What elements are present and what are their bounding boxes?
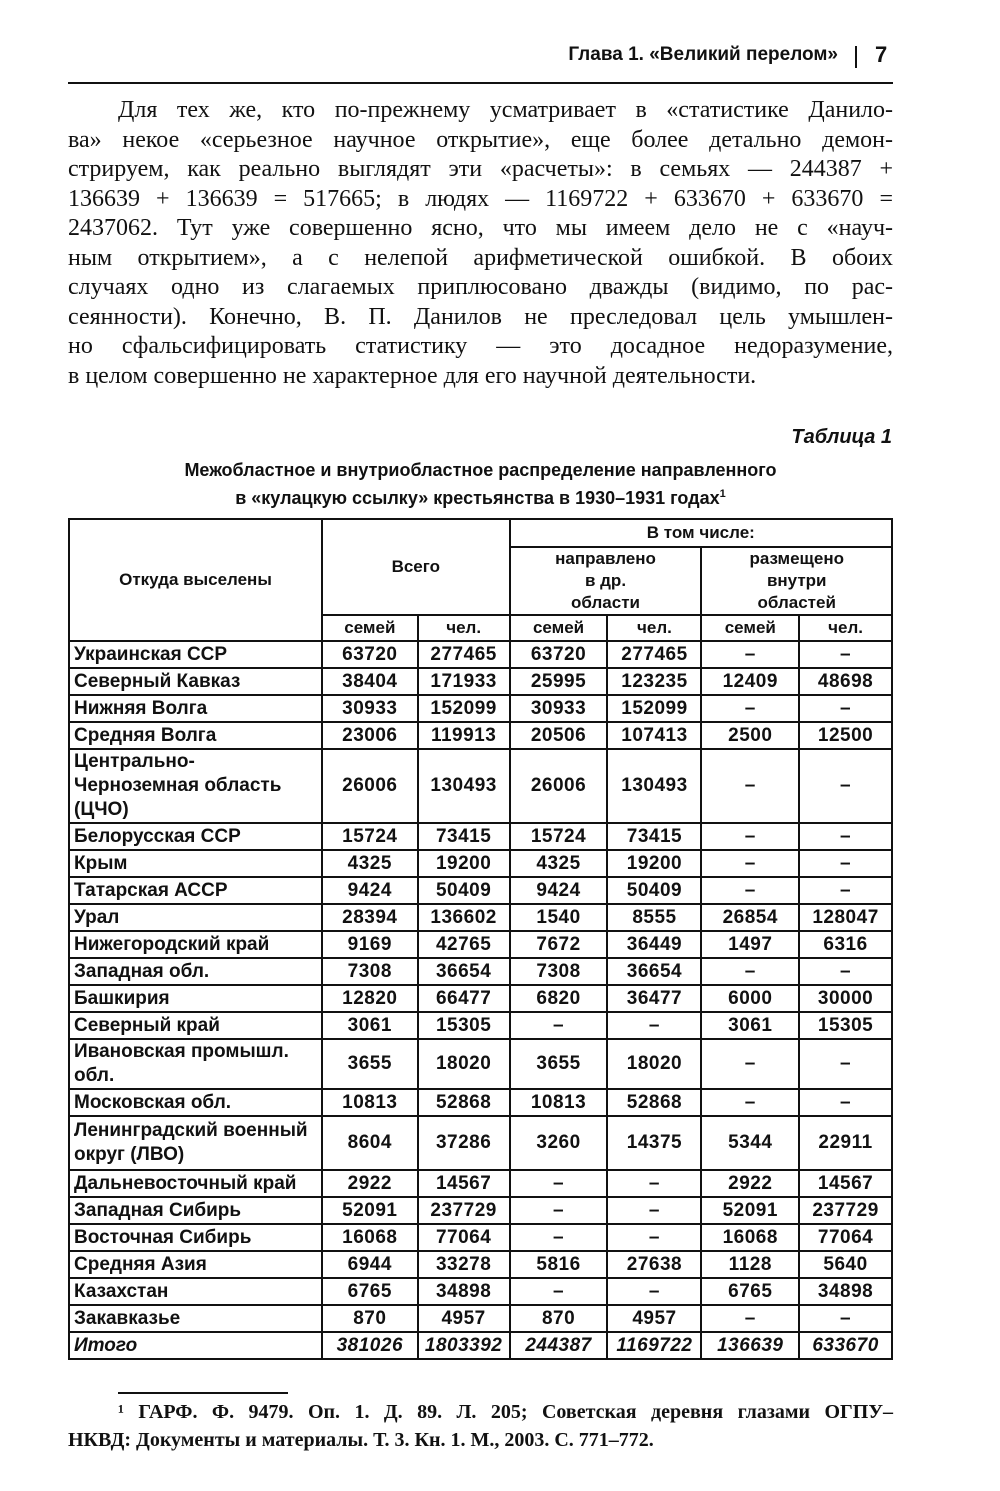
value-cell: 48698 — [799, 668, 892, 695]
value-cell: – — [799, 823, 892, 850]
footnote — [68, 1398, 893, 1454]
value-cell: 381026 — [322, 1332, 418, 1359]
body-line: случаях одно из слагаемых приплюсовано дважды (видимо, по рас- — [68, 274, 893, 300]
value-cell: 19200 — [607, 850, 701, 877]
value-cell: 14567 — [799, 1170, 892, 1197]
value-cell: 34898 — [799, 1278, 892, 1305]
value-cell: 33278 — [418, 1251, 510, 1278]
value-cell: 52868 — [607, 1089, 701, 1116]
value-cell: 12820 — [322, 985, 418, 1012]
value-cell: 50409 — [418, 877, 510, 904]
region-cell: Ленинградский военный округ (ЛВО) — [69, 1116, 322, 1170]
value-cell: 36654 — [607, 958, 701, 985]
table-row — [69, 1116, 892, 1170]
region-cell: Крым — [69, 850, 322, 877]
table-row — [69, 1305, 892, 1332]
subheader-cell: семей — [510, 615, 608, 641]
value-cell: 4325 — [322, 850, 418, 877]
value-cell: – — [799, 695, 892, 722]
value-cell: – — [799, 1089, 892, 1116]
table-row — [69, 641, 892, 668]
value-cell: 10813 — [510, 1089, 608, 1116]
header-including: В том числе: — [510, 519, 892, 547]
footnote-line: НКВД: Документы и материалы. Т. 3. Кн. 1. М., 2003. С. 771–772. — [68, 1429, 654, 1451]
value-cell: – — [510, 1197, 608, 1224]
value-cell: 870 — [510, 1305, 608, 1332]
region-cell: Казахстан — [69, 1278, 322, 1305]
value-cell: 18020 — [418, 1039, 510, 1089]
value-cell: 15305 — [799, 1012, 892, 1039]
header-placed: размещено внутри областей — [701, 547, 892, 615]
value-cell: 5344 — [701, 1116, 799, 1170]
value-cell: 7672 — [510, 931, 608, 958]
value-cell: 9424 — [510, 877, 608, 904]
value-cell: 7308 — [322, 958, 418, 985]
value-cell: 15724 — [322, 823, 418, 850]
value-cell: 6765 — [322, 1278, 418, 1305]
region-cell: Башкирия — [69, 985, 322, 1012]
region-cell: Северный Кавказ — [69, 668, 322, 695]
table-title — [68, 458, 893, 510]
body-line: 136639 + 136639 = 517665; в людях — 1169722 + 633670 + 633670 = — [68, 185, 893, 212]
region-cell: Западная обл. — [69, 958, 322, 985]
region-cell: Украинская ССР — [69, 641, 322, 668]
value-cell: – — [607, 1278, 701, 1305]
total-row — [69, 1332, 892, 1359]
table-row — [69, 823, 892, 850]
subheader-cell: семей — [322, 615, 418, 641]
value-cell: 14567 — [418, 1170, 510, 1197]
region-cell: Нижняя Волга — [69, 695, 322, 722]
value-cell: – — [510, 1278, 608, 1305]
table-row — [69, 1039, 892, 1089]
value-cell: 4957 — [418, 1305, 510, 1332]
table-title-line — [68, 482, 893, 510]
value-cell: 130493 — [418, 749, 510, 823]
footnote-mark: 1 — [719, 488, 726, 500]
table-row — [69, 985, 892, 1012]
region-cell: Центрально-Черноземная область (ЦЧО) — [69, 749, 322, 823]
value-cell: 6820 — [510, 985, 608, 1012]
value-cell: 277465 — [418, 641, 510, 668]
body-line: Для тех же, кто по-прежнему усматривает в «статистике Данило- — [118, 97, 893, 123]
value-cell: – — [799, 958, 892, 985]
value-cell: 2922 — [701, 1170, 799, 1197]
table-row — [69, 1197, 892, 1224]
body-line: ва» некое «серьезное научное открытие», еще более детально демон- — [68, 126, 893, 153]
header-total: Всего — [322, 519, 510, 615]
value-cell: – — [701, 1039, 799, 1089]
table-row — [69, 877, 892, 904]
table-row — [69, 1170, 892, 1197]
value-cell: 277465 — [607, 641, 701, 668]
body-line: стрируем, как реально выглядят эти «расчеты»: в семьях — 244387 + — [68, 156, 893, 182]
region-cell: Дальневосточный край — [69, 1170, 322, 1197]
value-cell: 237729 — [418, 1197, 510, 1224]
region-cell: Закавказье — [69, 1305, 322, 1332]
value-cell: 27638 — [607, 1251, 701, 1278]
region-cell: Урал — [69, 904, 322, 931]
table-title-text: в «кулацкую ссылку» крестьянства в 1930–1931 годах — [235, 488, 720, 508]
value-cell: – — [701, 877, 799, 904]
value-cell: 15724 — [510, 823, 608, 850]
value-cell: – — [799, 1305, 892, 1332]
value-cell: – — [799, 1039, 892, 1089]
value-cell: – — [607, 1224, 701, 1251]
table-row — [69, 695, 892, 722]
value-cell: 2922 — [322, 1170, 418, 1197]
value-cell: – — [701, 823, 799, 850]
value-cell: 123235 — [607, 668, 701, 695]
value-cell: 38404 — [322, 668, 418, 695]
table-row — [69, 904, 892, 931]
value-cell: 50409 — [607, 877, 701, 904]
value-cell: 3061 — [322, 1012, 418, 1039]
value-cell: 8604 — [322, 1116, 418, 1170]
value-cell: 244387 — [510, 1332, 608, 1359]
subheader-cell: чел. — [607, 615, 701, 641]
value-cell: 36449 — [607, 931, 701, 958]
value-cell: 1497 — [701, 931, 799, 958]
value-cell: 6000 — [701, 985, 799, 1012]
subheader-cell: семей — [701, 615, 799, 641]
value-cell: 14375 — [607, 1116, 701, 1170]
value-cell: 237729 — [799, 1197, 892, 1224]
region-cell: Северный край — [69, 1012, 322, 1039]
value-cell: 52091 — [701, 1197, 799, 1224]
value-cell: 18020 — [607, 1039, 701, 1089]
value-cell: 25995 — [510, 668, 608, 695]
table-row — [69, 1278, 892, 1305]
value-cell: 36654 — [418, 958, 510, 985]
table-row — [69, 668, 892, 695]
value-cell: 107413 — [607, 722, 701, 749]
value-cell: 3061 — [701, 1012, 799, 1039]
value-cell: 1540 — [510, 904, 608, 931]
value-cell: 30933 — [510, 695, 608, 722]
value-cell: 63720 — [322, 641, 418, 668]
value-cell: 19200 — [418, 850, 510, 877]
value-cell: – — [701, 850, 799, 877]
table-row — [69, 749, 892, 823]
value-cell: 6316 — [799, 931, 892, 958]
region-cell: Белорусская ССР — [69, 823, 322, 850]
value-cell: 23006 — [322, 722, 418, 749]
subheader-cell: чел. — [799, 615, 892, 641]
value-cell: – — [607, 1170, 701, 1197]
header-sent: направлено в др. области — [510, 547, 702, 615]
value-cell: 36477 — [607, 985, 701, 1012]
region-cell: Западная Сибирь — [69, 1197, 322, 1224]
value-cell: 6765 — [701, 1278, 799, 1305]
footnote-line: ¹ ГАРФ. Ф. 9479. Оп. 1. Д. 89. Л. 205; Советская деревня глазами ОГПУ– — [118, 1401, 893, 1423]
region-cell: Нижегородский край — [69, 931, 322, 958]
body-line: в целом совершенно не характерное для его научной деятельности. — [68, 362, 757, 389]
value-cell: – — [701, 695, 799, 722]
value-cell: 16068 — [322, 1224, 418, 1251]
value-cell: 130493 — [607, 749, 701, 823]
value-cell: – — [701, 958, 799, 985]
value-cell: 4957 — [607, 1305, 701, 1332]
value-cell: – — [701, 1089, 799, 1116]
value-cell: 1169722 — [607, 1332, 701, 1359]
value-cell: 77064 — [799, 1224, 892, 1251]
deportation-table — [68, 518, 893, 1360]
value-cell: 30000 — [799, 985, 892, 1012]
header-rule — [68, 82, 893, 84]
value-cell: 26006 — [510, 749, 608, 823]
table-row — [69, 1251, 892, 1278]
table-header-row — [69, 519, 892, 547]
value-cell: 34898 — [418, 1278, 510, 1305]
value-cell: 4325 — [510, 850, 608, 877]
table-row — [69, 722, 892, 749]
value-cell: 63720 — [510, 641, 608, 668]
table-row — [69, 850, 892, 877]
value-cell: 52091 — [322, 1197, 418, 1224]
body-line: ным открытием», а с нелепой арифметической ошибкой. В обоих — [68, 244, 893, 271]
value-cell: 12409 — [701, 668, 799, 695]
subheader-cell: чел. — [418, 615, 510, 641]
table-row — [69, 1089, 892, 1116]
value-cell: – — [799, 850, 892, 877]
region-cell: Средняя Волга — [69, 722, 322, 749]
value-cell: 5640 — [799, 1251, 892, 1278]
value-cell: 136639 — [701, 1332, 799, 1359]
value-cell: 16068 — [701, 1224, 799, 1251]
header-from: Откуда выселены — [69, 519, 322, 641]
running-header: Глава 1. «Великий перелом» — [568, 44, 838, 65]
value-cell: – — [510, 1012, 608, 1039]
value-cell: – — [510, 1170, 608, 1197]
table-number: Таблица 1 — [791, 426, 892, 448]
value-cell: 20506 — [510, 722, 608, 749]
value-cell: – — [799, 877, 892, 904]
value-cell: 2500 — [701, 722, 799, 749]
region-cell: Московская обл. — [69, 1089, 322, 1116]
value-cell: 42765 — [418, 931, 510, 958]
value-cell: 171933 — [418, 668, 510, 695]
value-cell: 9169 — [322, 931, 418, 958]
value-cell: 73415 — [607, 823, 701, 850]
value-cell: 870 — [322, 1305, 418, 1332]
body-line: 2437062. Тут уже совершенно ясно, что мы имеем дело не с «науч- — [68, 215, 893, 241]
value-cell: 77064 — [418, 1224, 510, 1251]
table-row — [69, 958, 892, 985]
value-cell: – — [607, 1012, 701, 1039]
value-cell: 52868 — [418, 1089, 510, 1116]
value-cell: 22911 — [799, 1116, 892, 1170]
value-cell: 3655 — [322, 1039, 418, 1089]
value-cell: 73415 — [418, 823, 510, 850]
value-cell: 66477 — [418, 985, 510, 1012]
page-number: 7 — [875, 42, 888, 67]
table-row — [69, 1224, 892, 1251]
value-cell: 12500 — [799, 722, 892, 749]
value-cell: 6944 — [322, 1251, 418, 1278]
region-cell: Татарская АССР — [69, 877, 322, 904]
value-cell: – — [701, 641, 799, 668]
value-cell: 8555 — [607, 904, 701, 931]
value-cell: – — [701, 1305, 799, 1332]
value-cell: – — [701, 749, 799, 823]
table-row — [69, 1012, 892, 1039]
value-cell: 119913 — [418, 722, 510, 749]
region-cell: Ивановская промышл. обл. — [69, 1039, 322, 1089]
value-cell: 152099 — [418, 695, 510, 722]
value-cell: 10813 — [322, 1089, 418, 1116]
value-cell: 28394 — [322, 904, 418, 931]
value-cell: 1128 — [701, 1251, 799, 1278]
header-divider — [855, 46, 857, 68]
value-cell: 3655 — [510, 1039, 608, 1089]
value-cell: – — [510, 1224, 608, 1251]
value-cell: 152099 — [607, 695, 701, 722]
value-cell: 633670 — [799, 1332, 892, 1359]
value-cell: 128047 — [799, 904, 892, 931]
body-line: но сфальсифицировать статистику — это досадное недоразумение, — [68, 333, 893, 359]
value-cell: 26854 — [701, 904, 799, 931]
value-cell: 30933 — [322, 695, 418, 722]
value-cell: 1803392 — [418, 1332, 510, 1359]
value-cell: 15305 — [418, 1012, 510, 1039]
footnote-rule — [118, 1392, 288, 1394]
value-cell: 5816 — [510, 1251, 608, 1278]
value-cell: 7308 — [510, 958, 608, 985]
table-row — [69, 931, 892, 958]
value-cell: – — [799, 749, 892, 823]
region-cell: Итого — [69, 1332, 322, 1359]
value-cell: 37286 — [418, 1116, 510, 1170]
value-cell: 9424 — [322, 877, 418, 904]
region-cell: Восточная Сибирь — [69, 1224, 322, 1251]
body-paragraph — [68, 96, 893, 391]
body-line: сеянности). Конечно, В. П. Данилов не преследовал цель умышлен- — [68, 303, 893, 330]
value-cell: 136602 — [418, 904, 510, 931]
value-cell: – — [607, 1197, 701, 1224]
table-title-line: Межобластное и внутриобластное распределение направленного — [184, 460, 777, 480]
value-cell: – — [799, 641, 892, 668]
value-cell: 26006 — [322, 749, 418, 823]
region-cell: Средняя Азия — [69, 1251, 322, 1278]
value-cell: 3260 — [510, 1116, 608, 1170]
